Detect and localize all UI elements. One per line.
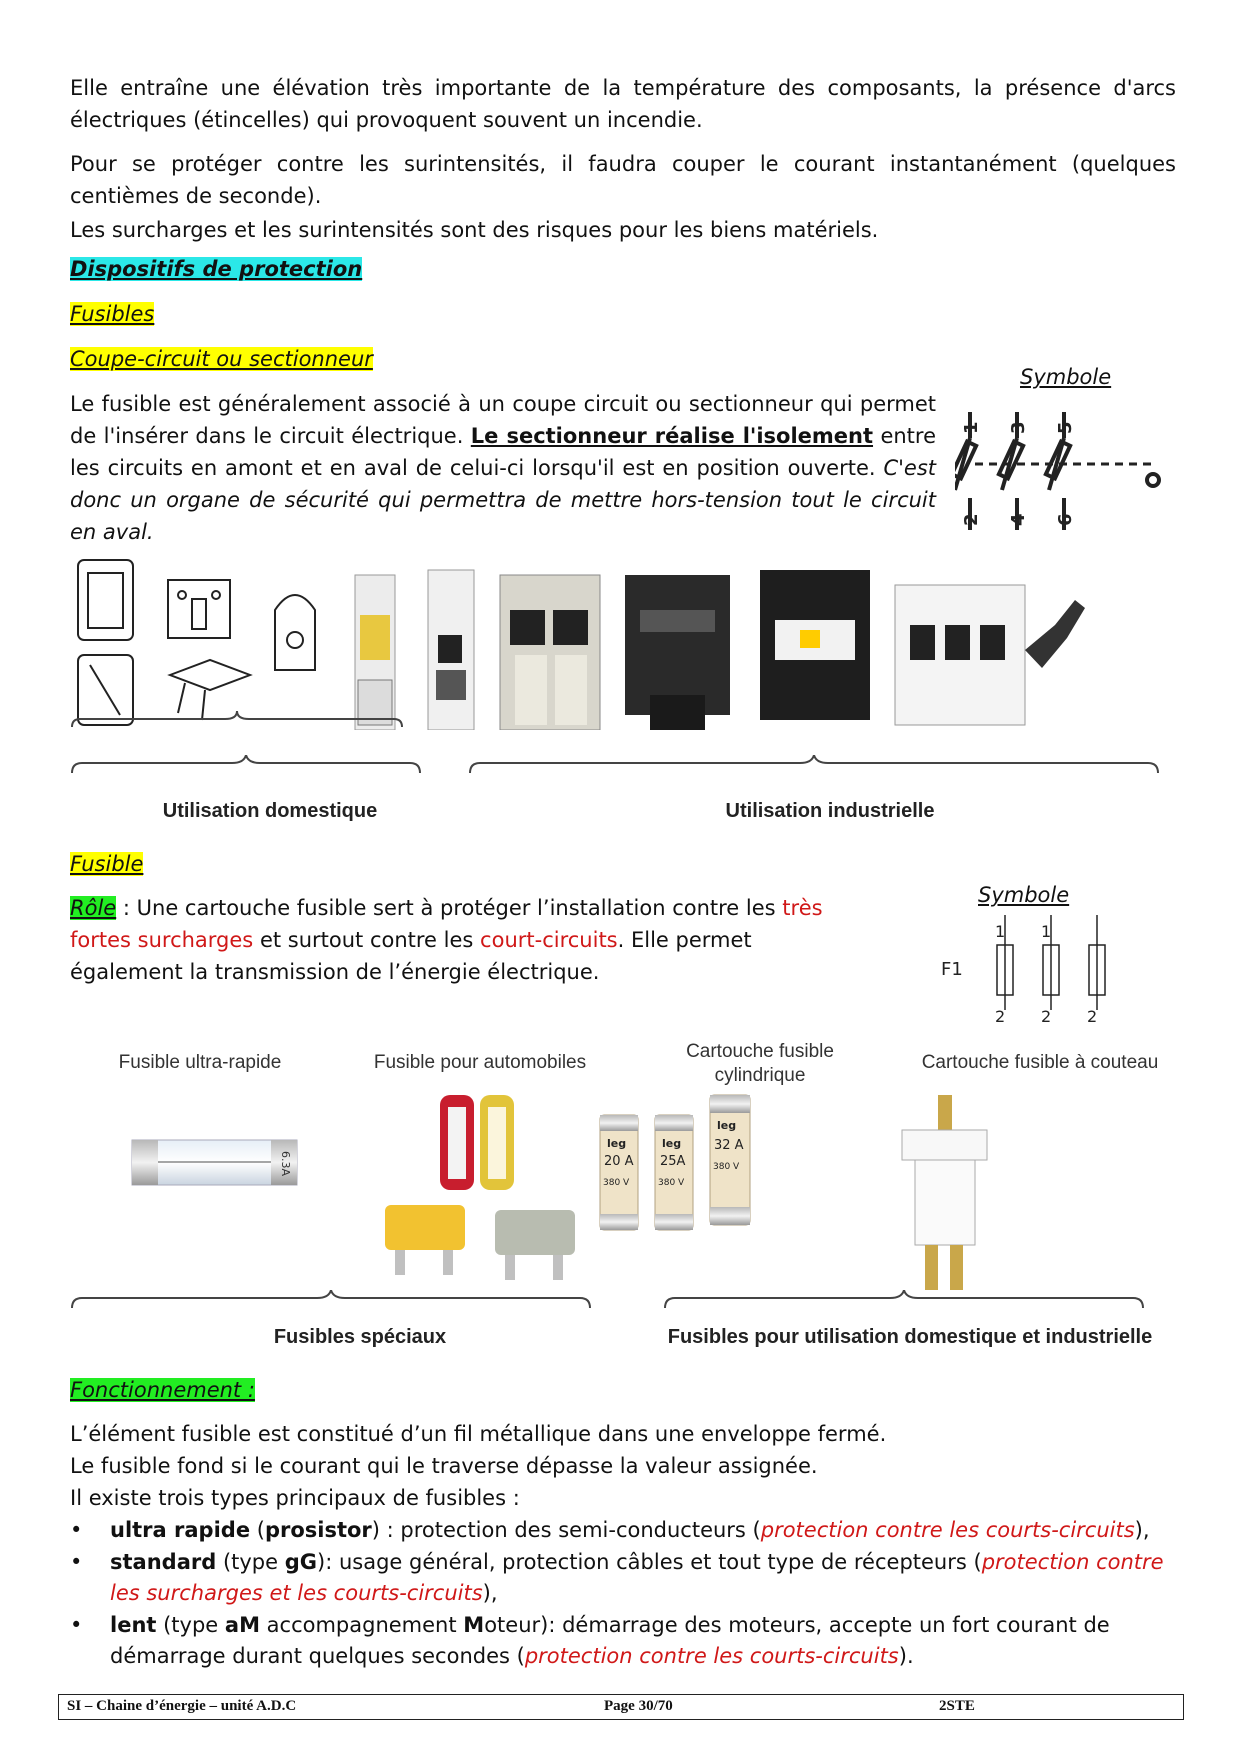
fonctionnement-line-3: Il existe trois types principaux de fusibles : bbox=[70, 1486, 520, 1510]
fuse-bottom-3: 2 bbox=[1087, 1007, 1098, 1026]
footer-page-number: Page 30/70 bbox=[604, 1698, 673, 1714]
caption-cartouche-cylindrique: Cartouche fusible cylindrique bbox=[686, 1041, 834, 1086]
fonctionnement-line-1: L’élément fusible est constitué d’un fil métallique dans une enveloppe fermé. bbox=[70, 1422, 887, 1446]
caption-fusible-ultra-rapide: Fusible ultra-rapide bbox=[118, 1052, 282, 1073]
fuse-braces bbox=[70, 1290, 1180, 1318]
fuse-bottom-2: 2 bbox=[1041, 1007, 1052, 1026]
fuse-products-illustration bbox=[70, 1085, 1180, 1310]
sectionneur-terminal-5: 5 bbox=[1055, 421, 1076, 434]
sectionneur-terminal-2: 2 bbox=[961, 513, 982, 526]
caption-cartouche-couteau: Cartouche fusible à couteau bbox=[921, 1052, 1159, 1073]
fonctionnement-line-2: Le fusible fond si le courant qui le traverse dépasse la valeur assignée. bbox=[70, 1454, 818, 1478]
fuse-bottom-1: 2 bbox=[995, 1007, 1006, 1026]
cartridge-3-brand: leg bbox=[717, 1119, 737, 1132]
role-paragraph: Rôle : Une cartouche fusible sert à protéger l’installation contre les très fortes surcharges et surtout contre les court-circuits. Elle permet également la transmission de l’énergie électrique. bbox=[70, 896, 823, 984]
cartridge-1-voltage: 380 V bbox=[603, 1178, 630, 1188]
fuse-type-bullet-standard: • standard (type gG): usage général, protection câbles et tout type de récepteurs (protection contre les surcharges et les courts-circuits), bbox=[70, 1550, 1164, 1605]
sectionneur-terminal-3: 3 bbox=[1008, 421, 1029, 434]
fusible-symbol-title: Symbole bbox=[978, 883, 1070, 907]
intro-paragraph-2: Pour se protéger contre les surintensités, il faudra couper le courant instantanément (quelques centièmes de seconde). bbox=[70, 152, 1176, 208]
heading-fusible: Fusible bbox=[70, 852, 144, 876]
heading-fonctionnement: Fonctionnement : bbox=[70, 1378, 255, 1402]
cartridge-2-brand: leg bbox=[662, 1137, 682, 1150]
fuse-type-bullet-lent: • lent (type aM accompagnement Moteur): démarrage des moteurs, accepte un fort courant de démarrage durant quelques secondes (protection contre les courts-circuits). bbox=[70, 1613, 1110, 1668]
cartridge-2-voltage: 380 V bbox=[658, 1178, 685, 1188]
sectionneur-symbol-title: Symbole bbox=[1020, 365, 1112, 389]
cartridge-3-voltage: 380 V bbox=[713, 1162, 740, 1172]
label-fusibles-domestique-industriel: Fusibles pour utilisation domestique et industrielle bbox=[667, 1326, 1153, 1348]
cartridge-1-brand: leg bbox=[607, 1137, 627, 1150]
caption-fusible-automobiles: Fusible pour automobiles bbox=[373, 1052, 587, 1073]
intro-paragraph-3: Les surcharges et les surintensités sont des risques pour les biens matériels. bbox=[70, 218, 879, 242]
heading-coupe-circuit: Coupe-circuit ou sectionneur bbox=[70, 347, 373, 371]
sectionneur-terminal-4: 4 bbox=[1008, 513, 1029, 526]
sectionneur-symbol bbox=[955, 400, 1175, 540]
glass-fuse-rating: 6.3A bbox=[279, 1151, 292, 1177]
fusible-symbol bbox=[935, 915, 1135, 1035]
label-utilisation-domestique: Utilisation domestique bbox=[162, 800, 378, 822]
fuse-ref-label: F1 bbox=[941, 959, 963, 980]
sectionneur-terminal-6: 6 bbox=[1055, 513, 1076, 526]
label-fusibles-speciaux: Fusibles spéciaux bbox=[273, 1326, 447, 1348]
fuse-top-2: 1 bbox=[1041, 922, 1052, 941]
footer-class: 2STE bbox=[939, 1698, 975, 1714]
heading-dispositifs: Dispositifs de protection bbox=[70, 257, 363, 281]
sectionneur-description: Le fusible est généralement associé à un coupe circuit ou sectionneur qui permet de l'insérer dans le circuit électrique. Le sectionneur réalise l'isolement entre les circuits en amont et en aval de celui-ci lorsqu'il est en position ouverte. C'est donc un organe de sécurité qui permettra de mettre hors-tension tout le circuit en aval. bbox=[70, 392, 936, 544]
sectionneur-terminal-1: 1 bbox=[961, 421, 982, 434]
heading-fusibles: Fusibles bbox=[70, 302, 155, 326]
label-utilisation-industrielle: Utilisation industrielle bbox=[725, 800, 935, 822]
cartridge-2-rating: 25A bbox=[660, 1154, 686, 1169]
usage-braces bbox=[70, 755, 1180, 783]
sectionneur-products-illustration bbox=[70, 555, 1180, 730]
intro-paragraph-1: Elle entraîne une élévation très importante de la température des composants, la présence d'arcs électriques (étincelles) qui provoquent souvent un incendie. bbox=[70, 76, 1176, 132]
cartridge-3-rating: 32 A bbox=[714, 1138, 744, 1153]
cartridge-1-rating: 20 A bbox=[604, 1154, 634, 1169]
fuse-top-1: 1 bbox=[995, 922, 1006, 941]
role-label: Rôle bbox=[70, 896, 117, 920]
fuse-type-bullet-ultra-rapide: • ultra rapide (prosistor) : protection des semi-conducteurs (protection contre les courts-circuits), bbox=[70, 1518, 1150, 1542]
footer-left: SI – Chaine d’énergie – unité A.D.C bbox=[67, 1698, 297, 1714]
page-footer bbox=[58, 1694, 1184, 1720]
